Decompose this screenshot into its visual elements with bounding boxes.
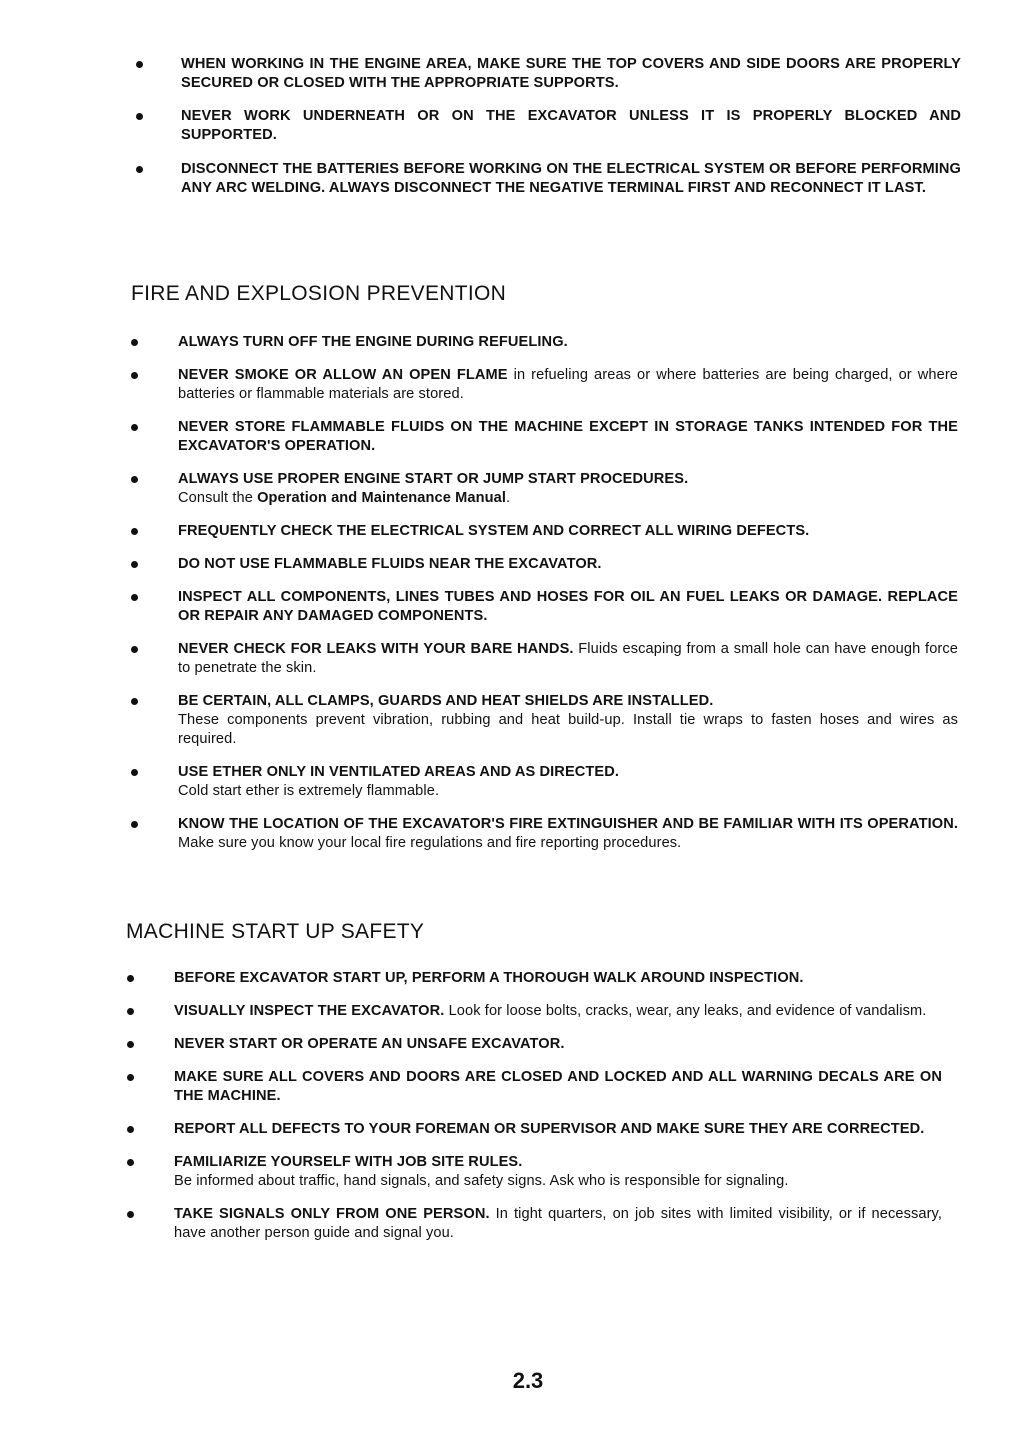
item-body-text: Make sure you know your local fire regulations and fire reporting procedures. bbox=[178, 835, 682, 851]
bullet-icon bbox=[131, 821, 138, 828]
fire-section-heading: FIRE AND EXPLOSION PREVENTION bbox=[131, 282, 507, 305]
list-item bbox=[178, 522, 958, 541]
startup-safety-list bbox=[0, 969, 1024, 1243]
bullet-icon bbox=[131, 424, 138, 431]
item-bold-text: BE CERTAIN, ALL CLAMPS, GUARDS AND HEAT SHIELDS ARE INSTALLED. bbox=[178, 693, 714, 709]
item-body-text: Cold start ether is extremely flammable. bbox=[178, 783, 440, 799]
list-item bbox=[178, 763, 958, 801]
bullet-icon bbox=[127, 1074, 134, 1081]
item-body-text: Look for loose bolts, cracks, wear, any leaks, and evidence of vandalism. bbox=[444, 1003, 927, 1019]
list-item bbox=[174, 1035, 942, 1054]
bullet-icon bbox=[131, 372, 138, 379]
list-item bbox=[181, 55, 961, 93]
item-bold-text: NEVER SMOKE OR ALLOW AN OPEN FLAME bbox=[178, 367, 508, 383]
item-bold-text: ALWAYS TURN OFF THE ENGINE DURING REFUELING. bbox=[178, 334, 568, 350]
item-body-text: In tight quarters, on job sites with limited visibility, or if necessary, have another person guide and signal you. bbox=[174, 1206, 943, 1241]
item-body-text: Consult the bbox=[178, 490, 258, 506]
item-bold-text: MAKE SURE ALL COVERS AND DOORS ARE CLOSED AND LOCKED AND ALL WARNING DECALS ARE ON THE MACHINE. bbox=[174, 1069, 942, 1104]
item-bold-text: WHEN WORKING IN THE ENGINE AREA, MAKE SURE THE TOP COVERS AND SIDE DOORS ARE PROPERLY SECURED OR CLOSED WITH THE APPROPRIATE SUPPORTS. bbox=[181, 56, 961, 91]
item-body-text: These components prevent vibration, rubbing and heat build-up. Install tie wraps to fasten hoses and wires as required. bbox=[178, 712, 958, 747]
bullet-icon bbox=[131, 561, 138, 568]
item-bold-text: REPORT ALL DEFECTS TO YOUR FOREMAN OR SUPERVISOR AND MAKE SURE THEY ARE CORRECTED. bbox=[174, 1121, 925, 1137]
item-bold-text: USE ETHER ONLY IN VENTILATED AREAS AND AS DIRECTED. bbox=[178, 764, 620, 780]
item-bold-text: KNOW THE LOCATION OF THE EXCAVATOR'S FIRE EXTINGUISHER AND BE FAMILIAR WITH ITS OPERATION. bbox=[178, 816, 958, 832]
startup-section-heading: MACHINE START UP SAFETY bbox=[126, 920, 425, 943]
bullet-icon bbox=[136, 113, 143, 120]
list-item bbox=[174, 1068, 942, 1106]
engine-safety-list bbox=[0, 55, 1024, 198]
list-item bbox=[174, 1120, 942, 1139]
list-item bbox=[178, 418, 958, 456]
list-item bbox=[178, 640, 958, 678]
item-bold-text: VISUALLY INSPECT THE EXCAVATOR. bbox=[174, 1003, 445, 1019]
bullet-icon bbox=[136, 61, 143, 68]
item-bold-text: NEVER WORK UNDERNEATH OR ON THE EXCAVATOR UNLESS IT IS PROPERLY BLOCKED AND SUPPORTED. bbox=[181, 108, 961, 143]
bullet-icon bbox=[136, 166, 143, 173]
list-item bbox=[178, 366, 958, 404]
item-bold-text: DISCONNECT THE BATTERIES BEFORE WORKING ON THE ELECTRICAL SYSTEM OR BEFORE PERFORMING ANY ARC WELDING. ALWAYS DISCONNECT THE NEGATIVE TERMINAL FIRST AND RECONNECT IT LAST. bbox=[181, 161, 961, 196]
bullet-icon bbox=[131, 476, 138, 483]
item-bold-text: ALWAYS USE PROPER ENGINE START OR JUMP START PROCEDURES. bbox=[178, 471, 689, 487]
item-bold-text: FREQUENTLY CHECK THE ELECTRICAL SYSTEM AND CORRECT ALL WIRING DEFECTS. bbox=[178, 523, 810, 539]
item-bold-text: FAMILIARIZE YOURSELF WITH JOB SITE RULES. bbox=[174, 1154, 523, 1170]
list-item bbox=[181, 107, 961, 145]
list-item bbox=[178, 692, 958, 749]
bullet-icon bbox=[131, 594, 138, 601]
list-item bbox=[174, 1002, 942, 1021]
item-bold-text: BEFORE EXCAVATOR START UP, PERFORM A THOROUGH WALK AROUND INSPECTION. bbox=[174, 970, 804, 986]
list-item bbox=[178, 815, 958, 853]
bullet-icon bbox=[127, 1159, 134, 1166]
item-body-text: Fluids escaping from a small hole can have enough force to penetrate the skin. bbox=[178, 641, 958, 676]
bullet-icon bbox=[127, 975, 134, 982]
page-number: 2.3 bbox=[512, 1368, 544, 1393]
list-item bbox=[174, 1153, 942, 1191]
list-item bbox=[174, 1205, 942, 1243]
list-item bbox=[174, 969, 942, 988]
bullet-icon bbox=[127, 1041, 134, 1048]
list-item bbox=[178, 555, 958, 574]
list-item bbox=[178, 333, 958, 352]
item-bold-text: INSPECT ALL COMPONENTS, LINES TUBES AND HOSES FOR OIL AN FUEL LEAKS OR DAMAGE. REPLACE OR REPAIR ANY DAMAGED COMPONENTS. bbox=[178, 589, 958, 624]
bullet-icon bbox=[131, 769, 138, 776]
list-item bbox=[178, 588, 958, 626]
item-bold-text: TAKE SIGNALS ONLY FROM ONE PERSON. bbox=[174, 1206, 490, 1222]
item-body-text: . bbox=[506, 490, 511, 506]
item-bold-text: NEVER CHECK FOR LEAKS WITH YOUR BARE HANDS. bbox=[178, 641, 574, 657]
item-bold-text: DO NOT USE FLAMMABLE FLUIDS NEAR THE EXCAVATOR. bbox=[178, 556, 602, 572]
fire-prevention-list bbox=[0, 333, 1024, 853]
list-item bbox=[178, 470, 958, 508]
bullet-icon bbox=[127, 1211, 134, 1218]
item-body-text: Be informed about traffic, hand signals, and safety signs. Ask who is responsible for signaling. bbox=[174, 1173, 789, 1189]
bullet-icon bbox=[131, 698, 138, 705]
item-bold-text: NEVER STORE FLAMMABLE FLUIDS ON THE MACHINE EXCEPT IN STORAGE TANKS INTENDED FOR THE EXCAVATOR'S OPERATION. bbox=[178, 419, 958, 454]
item-bold-text: NEVER START OR OPERATE AN UNSAFE EXCAVATOR. bbox=[174, 1036, 565, 1052]
bullet-icon bbox=[127, 1008, 134, 1015]
item-body-text: in refueling areas or where batteries are being charged, or where batteries or flammable materials are stored. bbox=[178, 367, 958, 402]
bullet-icon bbox=[127, 1126, 134, 1133]
bullet-icon bbox=[131, 528, 138, 535]
manual-title-text: Operation and Maintenance Manual bbox=[257, 490, 506, 506]
bullet-icon bbox=[131, 646, 138, 653]
bullet-icon bbox=[131, 339, 138, 346]
list-item bbox=[181, 160, 961, 198]
